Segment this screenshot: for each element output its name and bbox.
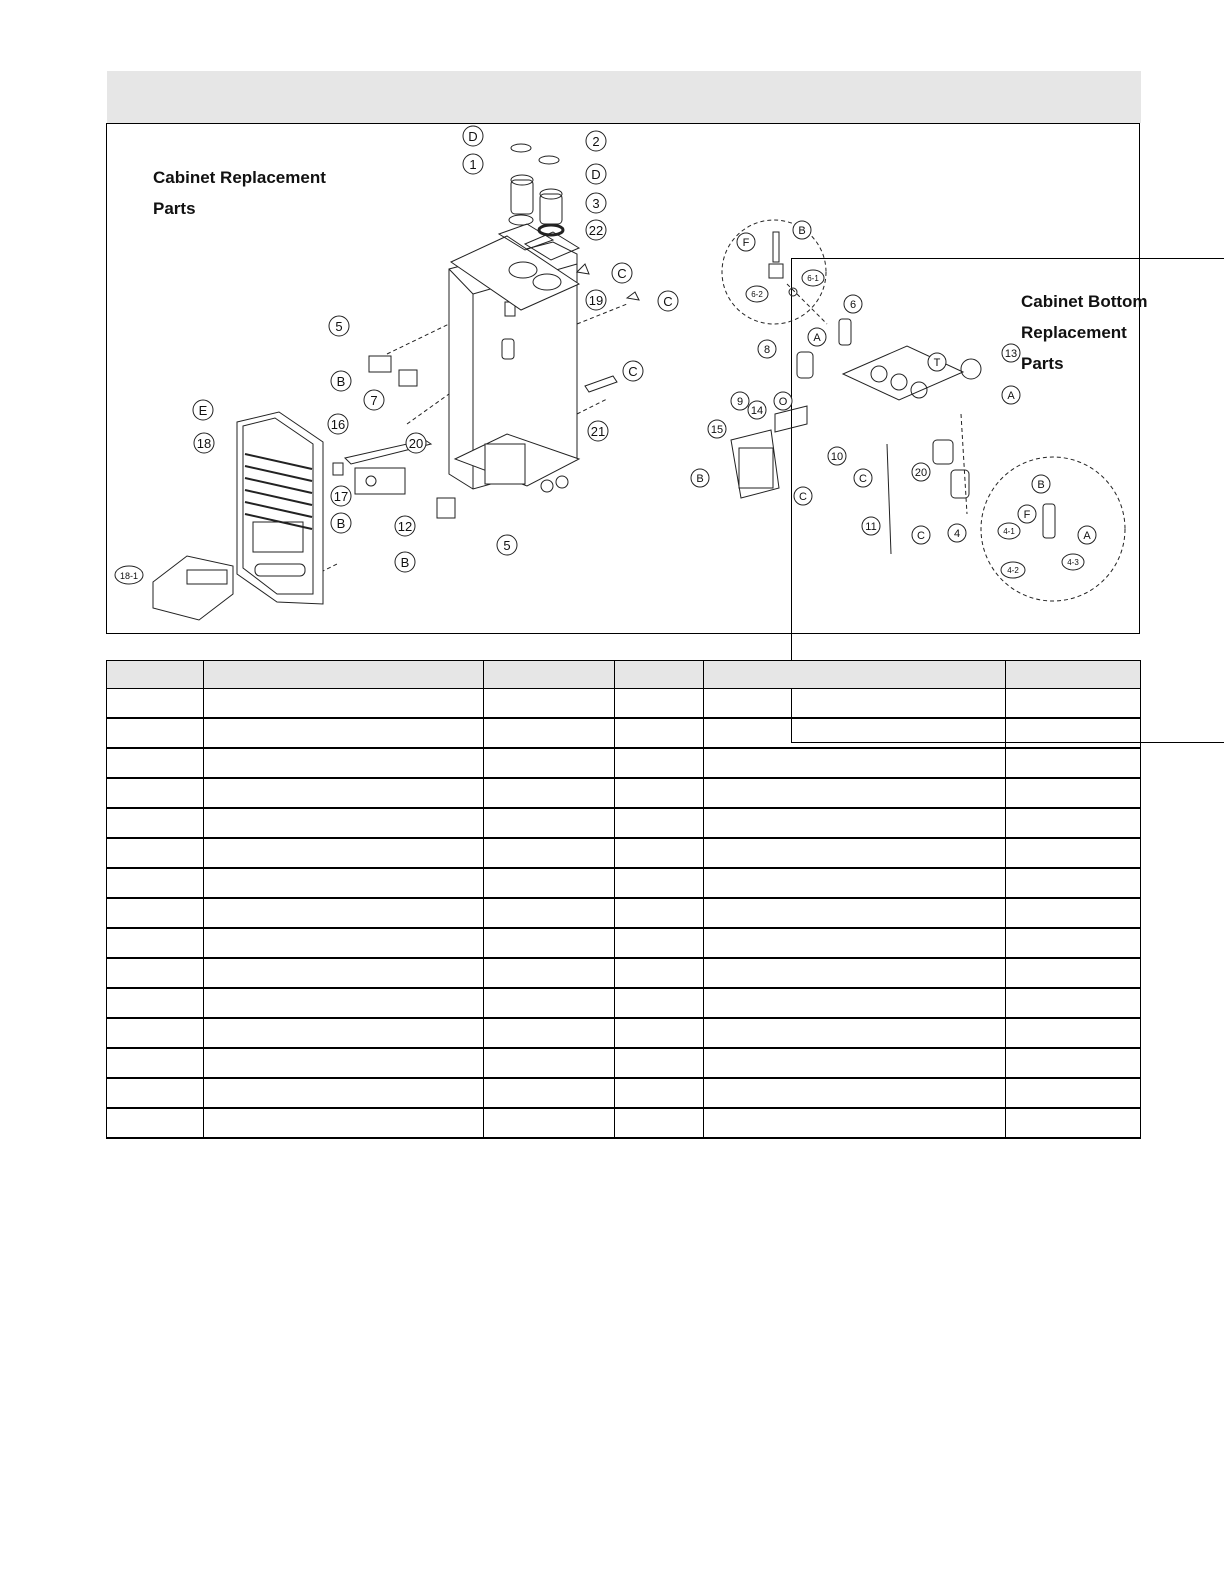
callout-label: 16 [330, 417, 346, 432]
parts-list-table [106, 660, 1141, 1139]
callout-label: 4-1 [1003, 527, 1015, 536]
callout-label: 19 [588, 293, 604, 308]
table-row [107, 778, 1141, 808]
callout-label: 6 [849, 299, 857, 311]
table-row [107, 718, 1141, 748]
front-panel-drawing [153, 412, 323, 620]
callout-label: A [813, 332, 821, 344]
table-row [107, 689, 1141, 719]
callout-label: 14 [750, 405, 764, 417]
table-row [107, 958, 1141, 988]
callout-label: C [617, 266, 627, 281]
callout-label: 5 [503, 538, 511, 553]
table-row [107, 808, 1141, 838]
page-header-band [107, 71, 1141, 123]
header-cell [1006, 661, 1141, 689]
callout-label: E [198, 403, 208, 418]
header-cell [484, 661, 615, 689]
table-row [107, 1078, 1141, 1108]
callout-label: 7 [370, 393, 378, 408]
callout-label: 8 [763, 344, 771, 356]
callout-label: 5 [335, 319, 343, 334]
callout-label: 20 [914, 467, 928, 479]
callout-label: 15 [710, 424, 724, 436]
header-cell [204, 661, 484, 689]
callout-label: 4-2 [1007, 566, 1019, 575]
header-cell [107, 661, 204, 689]
table-row [107, 898, 1141, 928]
cabinet-box-drawing [277, 224, 627, 594]
table-row [107, 838, 1141, 868]
table-row [107, 748, 1141, 778]
callout-label: F [742, 237, 750, 249]
callout-label: 4 [953, 528, 961, 540]
callout-labels-bottom [696, 225, 1091, 575]
callout-label: 18-1 [119, 571, 139, 581]
callout-label: 9 [736, 396, 744, 408]
table-row [107, 928, 1141, 958]
callout-label: 12 [397, 519, 413, 534]
callout-label: B [400, 555, 410, 570]
table-header-row [107, 661, 1141, 689]
callout-label: A [1007, 390, 1015, 402]
table-row [107, 988, 1141, 1018]
callout-label: C [799, 491, 807, 503]
callout-label: C [663, 294, 673, 309]
callout-label: B [336, 374, 346, 389]
callout-label: 1 [469, 157, 477, 172]
table-row [107, 1018, 1141, 1048]
callout-label: 11 [865, 521, 877, 533]
callout-label: B [696, 473, 704, 485]
callout-label: A [1083, 530, 1091, 542]
callout-label: 6-2 [751, 290, 763, 299]
callout-label: C [859, 473, 867, 485]
callout-label: B [798, 225, 806, 237]
exploded-parts-diagram [106, 123, 1148, 634]
table-row [107, 1108, 1141, 1138]
callout-label: 21 [590, 424, 606, 439]
flue-collars-drawing [509, 144, 563, 235]
callout-label: 22 [588, 223, 604, 238]
callout-label: F [1023, 509, 1031, 521]
callout-label: 20 [408, 436, 424, 451]
callout-label: T [933, 357, 941, 369]
callout-label: C [917, 530, 925, 542]
callout-label: 10 [830, 451, 844, 463]
diagram-artwork [107, 124, 1139, 633]
callout-label: B [1037, 479, 1045, 491]
table-row [107, 1048, 1141, 1078]
callout-label: 18 [196, 436, 212, 451]
callout-label: 13 [1004, 348, 1018, 360]
callout-label: 17 [333, 489, 349, 504]
header-cell [615, 661, 704, 689]
callout-label: B [336, 516, 346, 531]
header-cell [704, 661, 1006, 689]
cabinet-bottom-heading: Cabinet Bottom Replacement Parts [1021, 292, 1148, 373]
callout-label: 3 [592, 196, 600, 211]
table-row [107, 868, 1141, 898]
callout-label: 2 [592, 134, 600, 149]
callout-label: O [778, 396, 788, 408]
callout-label: D [591, 167, 601, 182]
callout-label: 6-1 [807, 274, 819, 283]
callout-label: D [468, 129, 478, 144]
cabinet-parts-heading: Cabinet Replacement Parts [153, 168, 326, 218]
callout-label: 4-3 [1067, 558, 1079, 567]
callout-label: C [628, 364, 638, 379]
